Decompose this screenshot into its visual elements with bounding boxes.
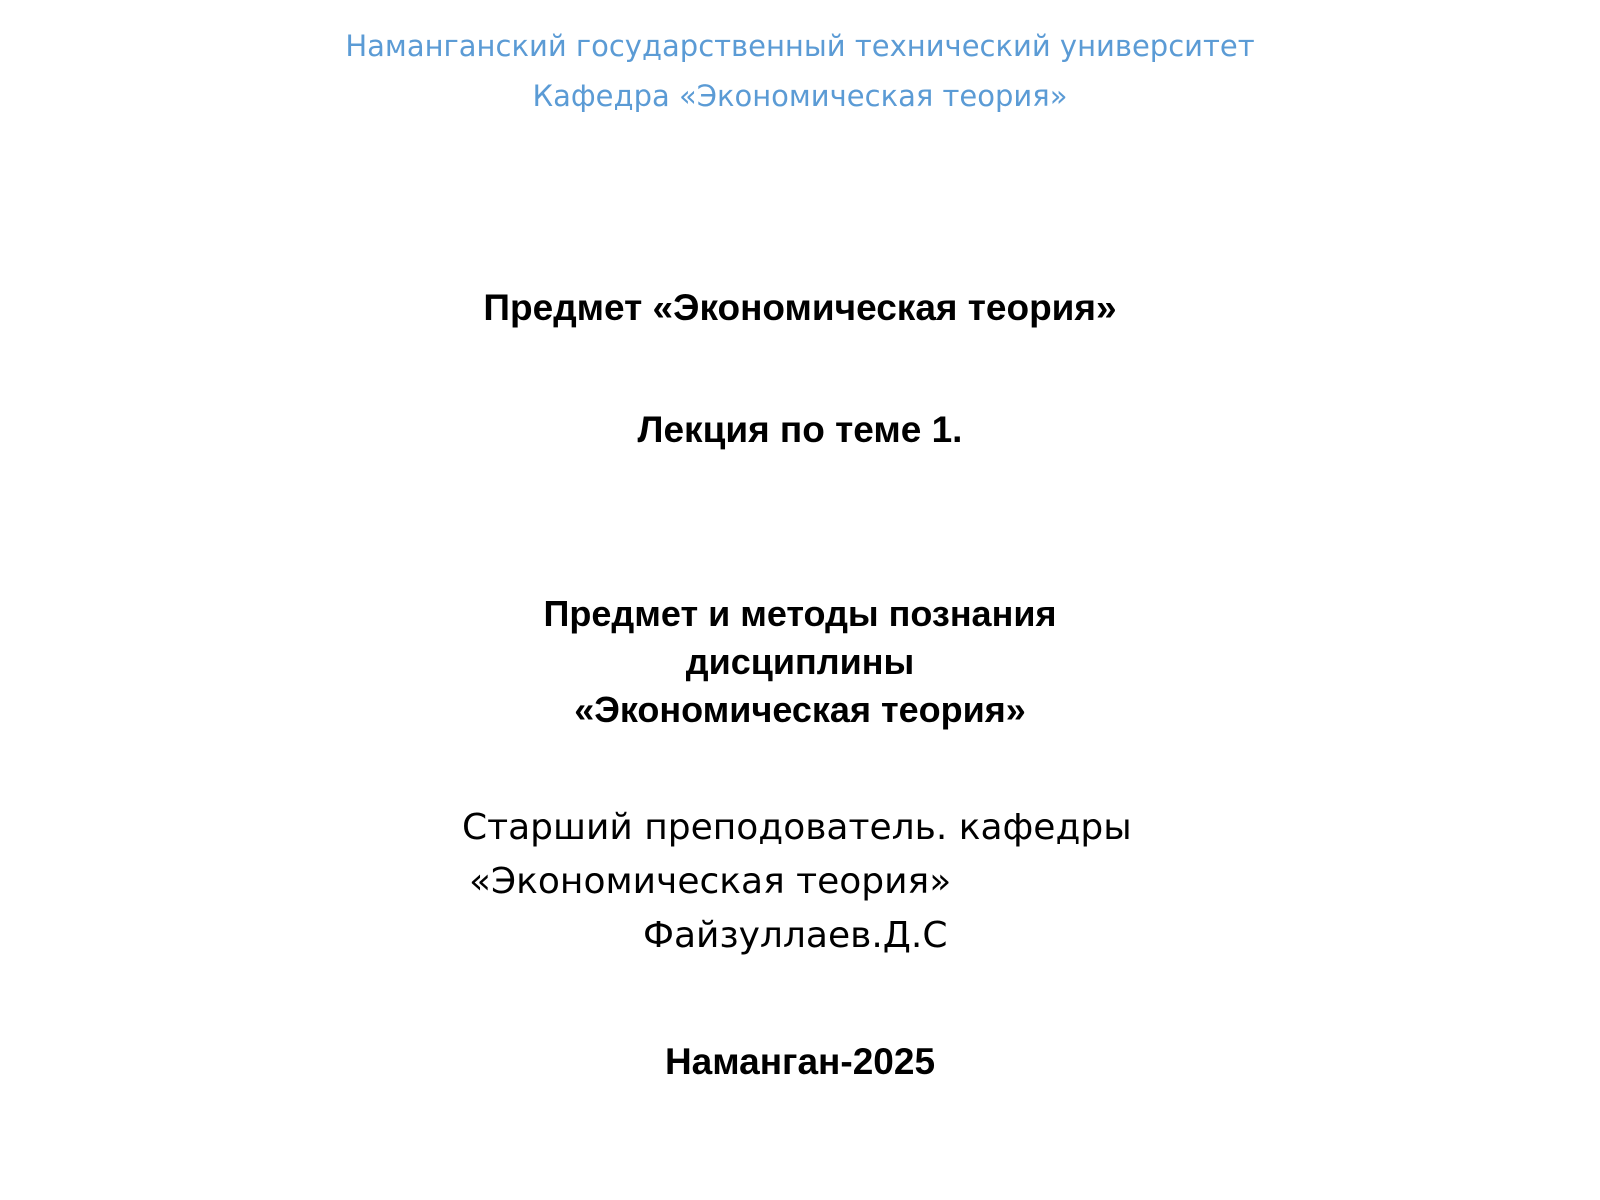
author-name: Файзуллаев.Д.С xyxy=(643,915,948,956)
topic-line-2: дисциплины xyxy=(685,641,915,682)
city-year: Наманган-2025 xyxy=(664,1041,936,1082)
author-department: «Экономическая теория» xyxy=(469,861,952,902)
department-name: Кафедра «Экономическая теория» xyxy=(532,79,1068,113)
subject-title: Предмет «Экономическая теория» xyxy=(483,287,1117,328)
topic-line-3: «Экономическая теория» xyxy=(574,689,1026,730)
university-name: Наманганский государственный технический университет xyxy=(345,29,1255,63)
topic-line-1: Предмет и методы познания xyxy=(543,593,1057,634)
author-position: Старший преподователь. кафедры xyxy=(462,807,1132,848)
lecture-title: Лекция по теме 1. xyxy=(637,409,963,450)
